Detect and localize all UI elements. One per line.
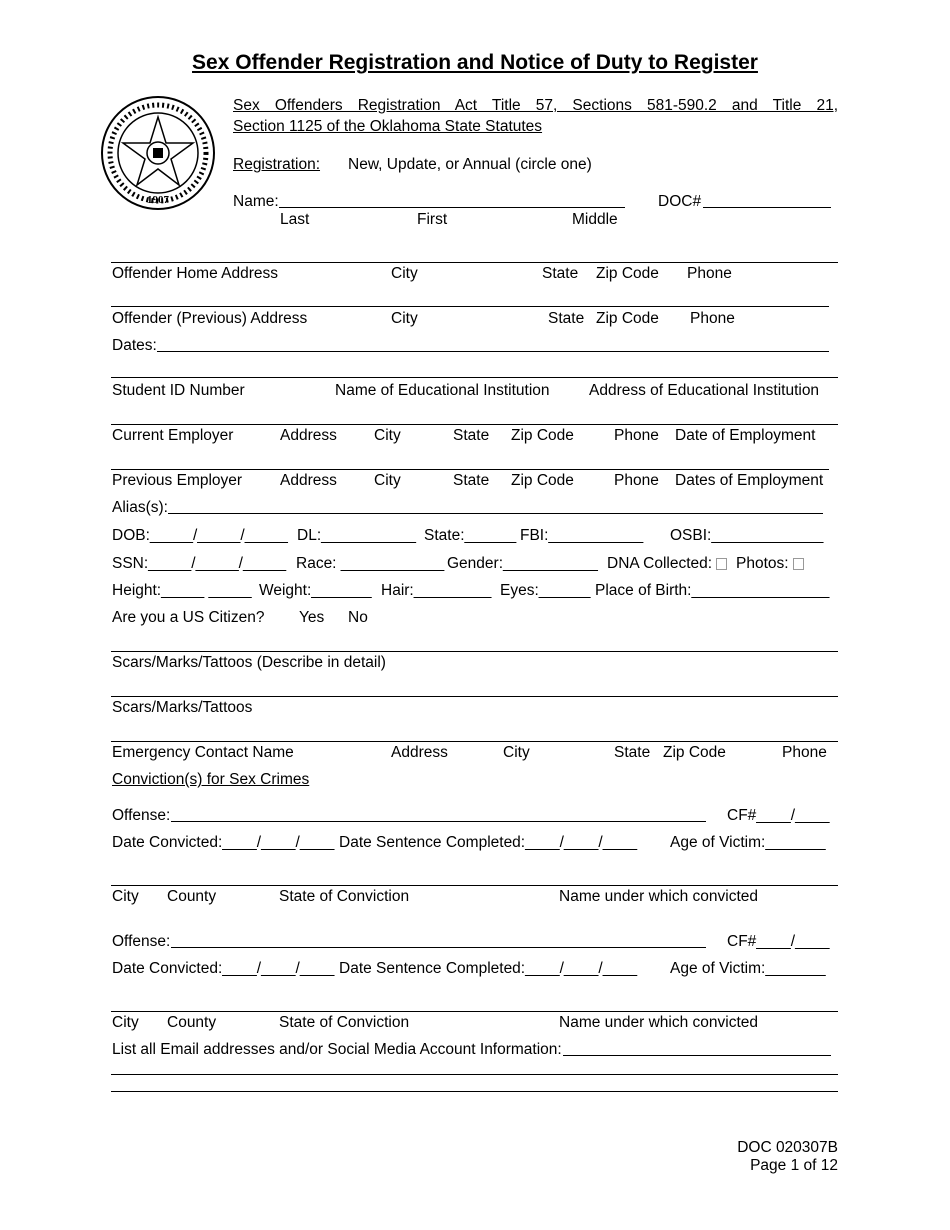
convictions-heading: Conviction(s) for Sex Crimes bbox=[112, 771, 310, 788]
first-label: First bbox=[417, 211, 448, 228]
name-under-conviction-label-1: Name under which convicted bbox=[559, 888, 759, 905]
statute-line-1: Sex Offenders Registration Act Title 57, Sections 581-590.2 and Title 21, bbox=[233, 97, 838, 114]
registration-label: Registration: bbox=[233, 156, 321, 173]
current-employer-label: Current Employer bbox=[112, 427, 234, 444]
last-label: Last bbox=[280, 211, 310, 228]
previous-address-field[interactable] bbox=[111, 306, 829, 307]
home-state-label: State bbox=[542, 265, 579, 282]
offense-field-1[interactable] bbox=[171, 821, 706, 822]
email-social-line-3[interactable] bbox=[111, 1091, 838, 1092]
current-employer-state-label: State bbox=[453, 427, 490, 444]
emergency-address-label: Address bbox=[391, 744, 448, 761]
gender-field[interactable]: Gender:___________ bbox=[447, 555, 598, 572]
us-citizen-label: Are you a US Citizen? bbox=[112, 609, 265, 626]
osbi-field[interactable]: OSBI:_____________ bbox=[670, 527, 824, 544]
offense-label-2: Offense: bbox=[112, 933, 171, 950]
dates-of-employment-label: Dates of Employment bbox=[675, 472, 824, 489]
previous-employer-city-label: City bbox=[374, 472, 401, 489]
emergency-state-label: State bbox=[614, 744, 651, 761]
conviction-location-field-2[interactable] bbox=[111, 1011, 838, 1012]
emergency-city-label: City bbox=[503, 744, 530, 761]
dl-field[interactable]: DL:___________ bbox=[297, 527, 416, 544]
place-of-birth-field[interactable]: Place of Birth:________________ bbox=[595, 582, 830, 599]
race-field[interactable]: Race: ____________ bbox=[296, 555, 445, 572]
alias-field[interactable] bbox=[168, 513, 823, 514]
email-social-field[interactable] bbox=[563, 1055, 831, 1056]
cf-field-2[interactable]: CF#____/____ bbox=[727, 933, 830, 950]
photos-checkbox[interactable] bbox=[793, 558, 804, 570]
scars-label: Scars/Marks/Tattoos bbox=[112, 699, 253, 716]
dob-field[interactable]: DOB:_____/_____/_____ bbox=[112, 527, 288, 544]
current-employer-zip-label: Zip Code bbox=[511, 427, 574, 444]
scars-field[interactable] bbox=[111, 696, 838, 697]
institution-address-label: Address of Educational Institution bbox=[589, 382, 820, 399]
doc-field[interactable] bbox=[703, 207, 831, 208]
state-of-conviction-label-1: State of Conviction bbox=[279, 888, 410, 905]
date-sentence-completed-field-1[interactable]: Date Sentence Completed:____/____/____ bbox=[339, 834, 638, 851]
doc-label: DOC# bbox=[658, 193, 702, 210]
email-social-line-2[interactable] bbox=[111, 1074, 838, 1075]
photos-label: Photos: bbox=[736, 556, 804, 572]
age-of-victim-field-1[interactable]: Age of Victim:_______ bbox=[670, 834, 826, 851]
previous-state-label: State bbox=[548, 310, 585, 327]
doc-form-number: DOC 020307B bbox=[737, 1139, 838, 1156]
home-address-field[interactable] bbox=[111, 262, 838, 263]
name-label: Name: bbox=[233, 193, 279, 210]
form-title: Sex Offender Registration and Notice of Duty to Register bbox=[192, 51, 758, 74]
us-citizen-no[interactable]: No bbox=[348, 609, 368, 626]
scars-detail-label: Scars/Marks/Tattoos (Describe in detail) bbox=[112, 654, 386, 671]
conviction-location-field-1[interactable] bbox=[111, 885, 838, 886]
previous-employer-zip-label: Zip Code bbox=[511, 472, 574, 489]
middle-label: Middle bbox=[572, 211, 618, 228]
current-employer-city-label: City bbox=[374, 427, 401, 444]
previous-employer-field[interactable] bbox=[111, 469, 829, 470]
emergency-zip-label: Zip Code bbox=[663, 744, 726, 761]
page-number: Page 1 of 12 bbox=[750, 1157, 838, 1174]
previous-employer-label: Previous Employer bbox=[112, 472, 243, 489]
institution-name-label: Name of Educational Institution bbox=[335, 382, 550, 399]
cf-field-1[interactable]: CF#____/____ bbox=[727, 807, 830, 824]
home-zip-label: Zip Code bbox=[596, 265, 659, 282]
dna-collected-label: DNA Collected: bbox=[607, 556, 727, 572]
emergency-contact-name-label: Emergency Contact Name bbox=[112, 744, 294, 761]
ssn-field[interactable]: SSN:_____/_____/_____ bbox=[112, 555, 287, 572]
home-city-label: City bbox=[391, 265, 418, 282]
previous-address-label: Offender (Previous) Address bbox=[112, 310, 308, 327]
state-field[interactable]: State:______ bbox=[424, 527, 517, 544]
current-employer-phone-label: Phone bbox=[614, 427, 659, 444]
name-field[interactable] bbox=[279, 207, 625, 208]
alias-label: Alias(s): bbox=[112, 499, 168, 516]
previous-employer-state-label: State bbox=[453, 472, 490, 489]
email-social-label: List all Email addresses and/or Social Media Account Information: bbox=[112, 1041, 562, 1058]
oklahoma-state-seal-icon bbox=[100, 95, 216, 211]
home-address-label: Offender Home Address bbox=[112, 265, 278, 282]
conviction-county-label-1: County bbox=[167, 888, 217, 905]
date-convicted-field-1[interactable]: Date Convicted:____/____/____ bbox=[112, 834, 335, 851]
emergency-phone-label: Phone bbox=[782, 744, 827, 761]
previous-employer-address-label: Address bbox=[280, 472, 337, 489]
previous-zip-label: Zip Code bbox=[596, 310, 659, 327]
education-field[interactable] bbox=[111, 377, 838, 378]
dates-field[interactable] bbox=[157, 351, 829, 352]
statute-line-2: Section 1125 of the Oklahoma State Statutes bbox=[233, 118, 543, 135]
current-employer-address-label: Address bbox=[280, 427, 337, 444]
student-id-label: Student ID Number bbox=[112, 382, 245, 399]
seal-year: 1907 bbox=[147, 194, 169, 206]
conviction-city-label-2: City bbox=[112, 1014, 139, 1031]
state-of-conviction-label-2: State of Conviction bbox=[279, 1014, 410, 1031]
emergency-contact-field[interactable] bbox=[111, 741, 838, 742]
scars-detail-field[interactable] bbox=[111, 651, 838, 652]
current-employer-field[interactable] bbox=[111, 424, 838, 425]
home-phone-label: Phone bbox=[687, 265, 732, 282]
hair-field[interactable]: Hair:_________ bbox=[381, 582, 492, 599]
fbi-field[interactable]: FBI:___________ bbox=[520, 527, 644, 544]
eyes-field[interactable]: Eyes:______ bbox=[500, 582, 591, 599]
us-citizen-yes[interactable]: Yes bbox=[299, 609, 325, 626]
name-under-conviction-label-2: Name under which convicted bbox=[559, 1014, 759, 1031]
dates-label: Dates: bbox=[112, 337, 157, 354]
date-convicted-field-2[interactable]: Date Convicted:____/____/____ bbox=[112, 960, 335, 977]
offense-label-1: Offense: bbox=[112, 807, 171, 824]
date-of-employment-label: Date of Employment bbox=[675, 427, 816, 444]
previous-city-label: City bbox=[391, 310, 418, 327]
conviction-city-label-1: City bbox=[112, 888, 139, 905]
previous-phone-label: Phone bbox=[690, 310, 735, 327]
registration-options[interactable]: New, Update, or Annual (circle one) bbox=[348, 156, 592, 173]
age-of-victim-field-2[interactable]: Age of Victim:_______ bbox=[670, 960, 826, 977]
dna-collected-checkbox[interactable] bbox=[716, 558, 727, 570]
height-field[interactable]: Height:_____ _____ bbox=[112, 582, 252, 599]
offense-field-2[interactable] bbox=[171, 947, 706, 948]
weight-field[interactable]: Weight:_______ bbox=[259, 582, 372, 599]
conviction-county-label-2: County bbox=[167, 1014, 217, 1031]
date-sentence-completed-field-2[interactable]: Date Sentence Completed:____/____/____ bbox=[339, 960, 638, 977]
previous-employer-phone-label: Phone bbox=[614, 472, 659, 489]
